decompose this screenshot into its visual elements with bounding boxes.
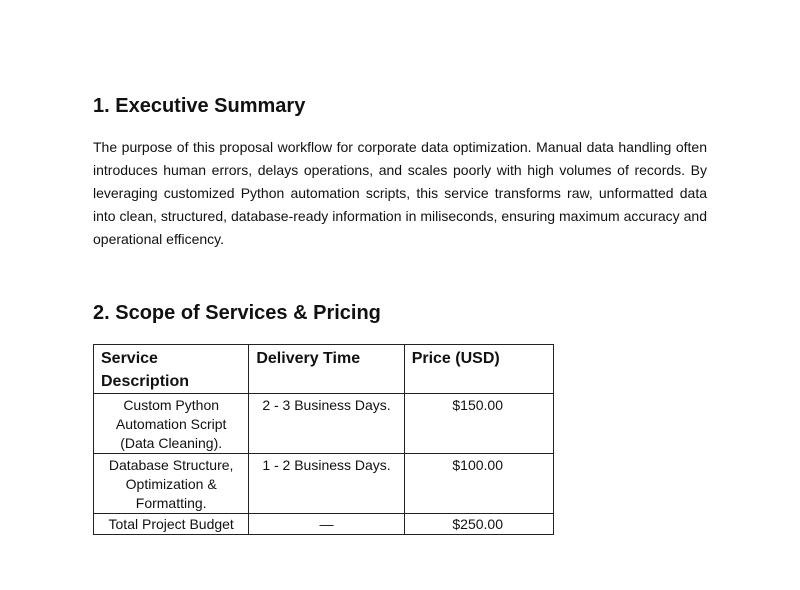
executive-summary-heading: 1. Executive Summary [93,95,306,117]
price-cell: $150.00 [404,394,553,454]
header-service-description: Service Description [94,345,249,394]
delivery-cell: 1 - 2 Business Days. [249,454,404,514]
total-delivery-cell: — [249,514,404,535]
scope-pricing-heading: 2. Scope of Services & Pricing [93,302,381,324]
service-cell: Custom Python Automation Script (Data Cleaning). [94,394,249,454]
table-header-row [94,345,554,394]
header-price: Price (USD) [404,345,553,394]
total-label-cell: Total Project Budget [94,514,249,535]
table-row-total [94,514,554,535]
table-row [94,454,554,514]
pricing-table [93,344,554,535]
delivery-cell: 2 - 3 Business Days. [249,394,404,454]
service-cell: Database Structure, Optimization & Formatting. [94,454,249,514]
table-row [94,394,554,454]
total-price-cell: $250.00 [404,514,553,535]
header-delivery-time: Delivery Time [249,345,404,394]
executive-summary-paragraph: The purpose of this proposal workflow for corporate data optimization. Manual data handling often introduces human errors, delays operations, and scales poorly with high volumes of records. By leveraging customized Python automation scripts, this service transforms raw, unformatted data into clean, structured, database-ready information in miliseconds, ensuring maximum accuracy and operational efficency. [93,139,707,247]
price-cell: $100.00 [404,454,553,514]
